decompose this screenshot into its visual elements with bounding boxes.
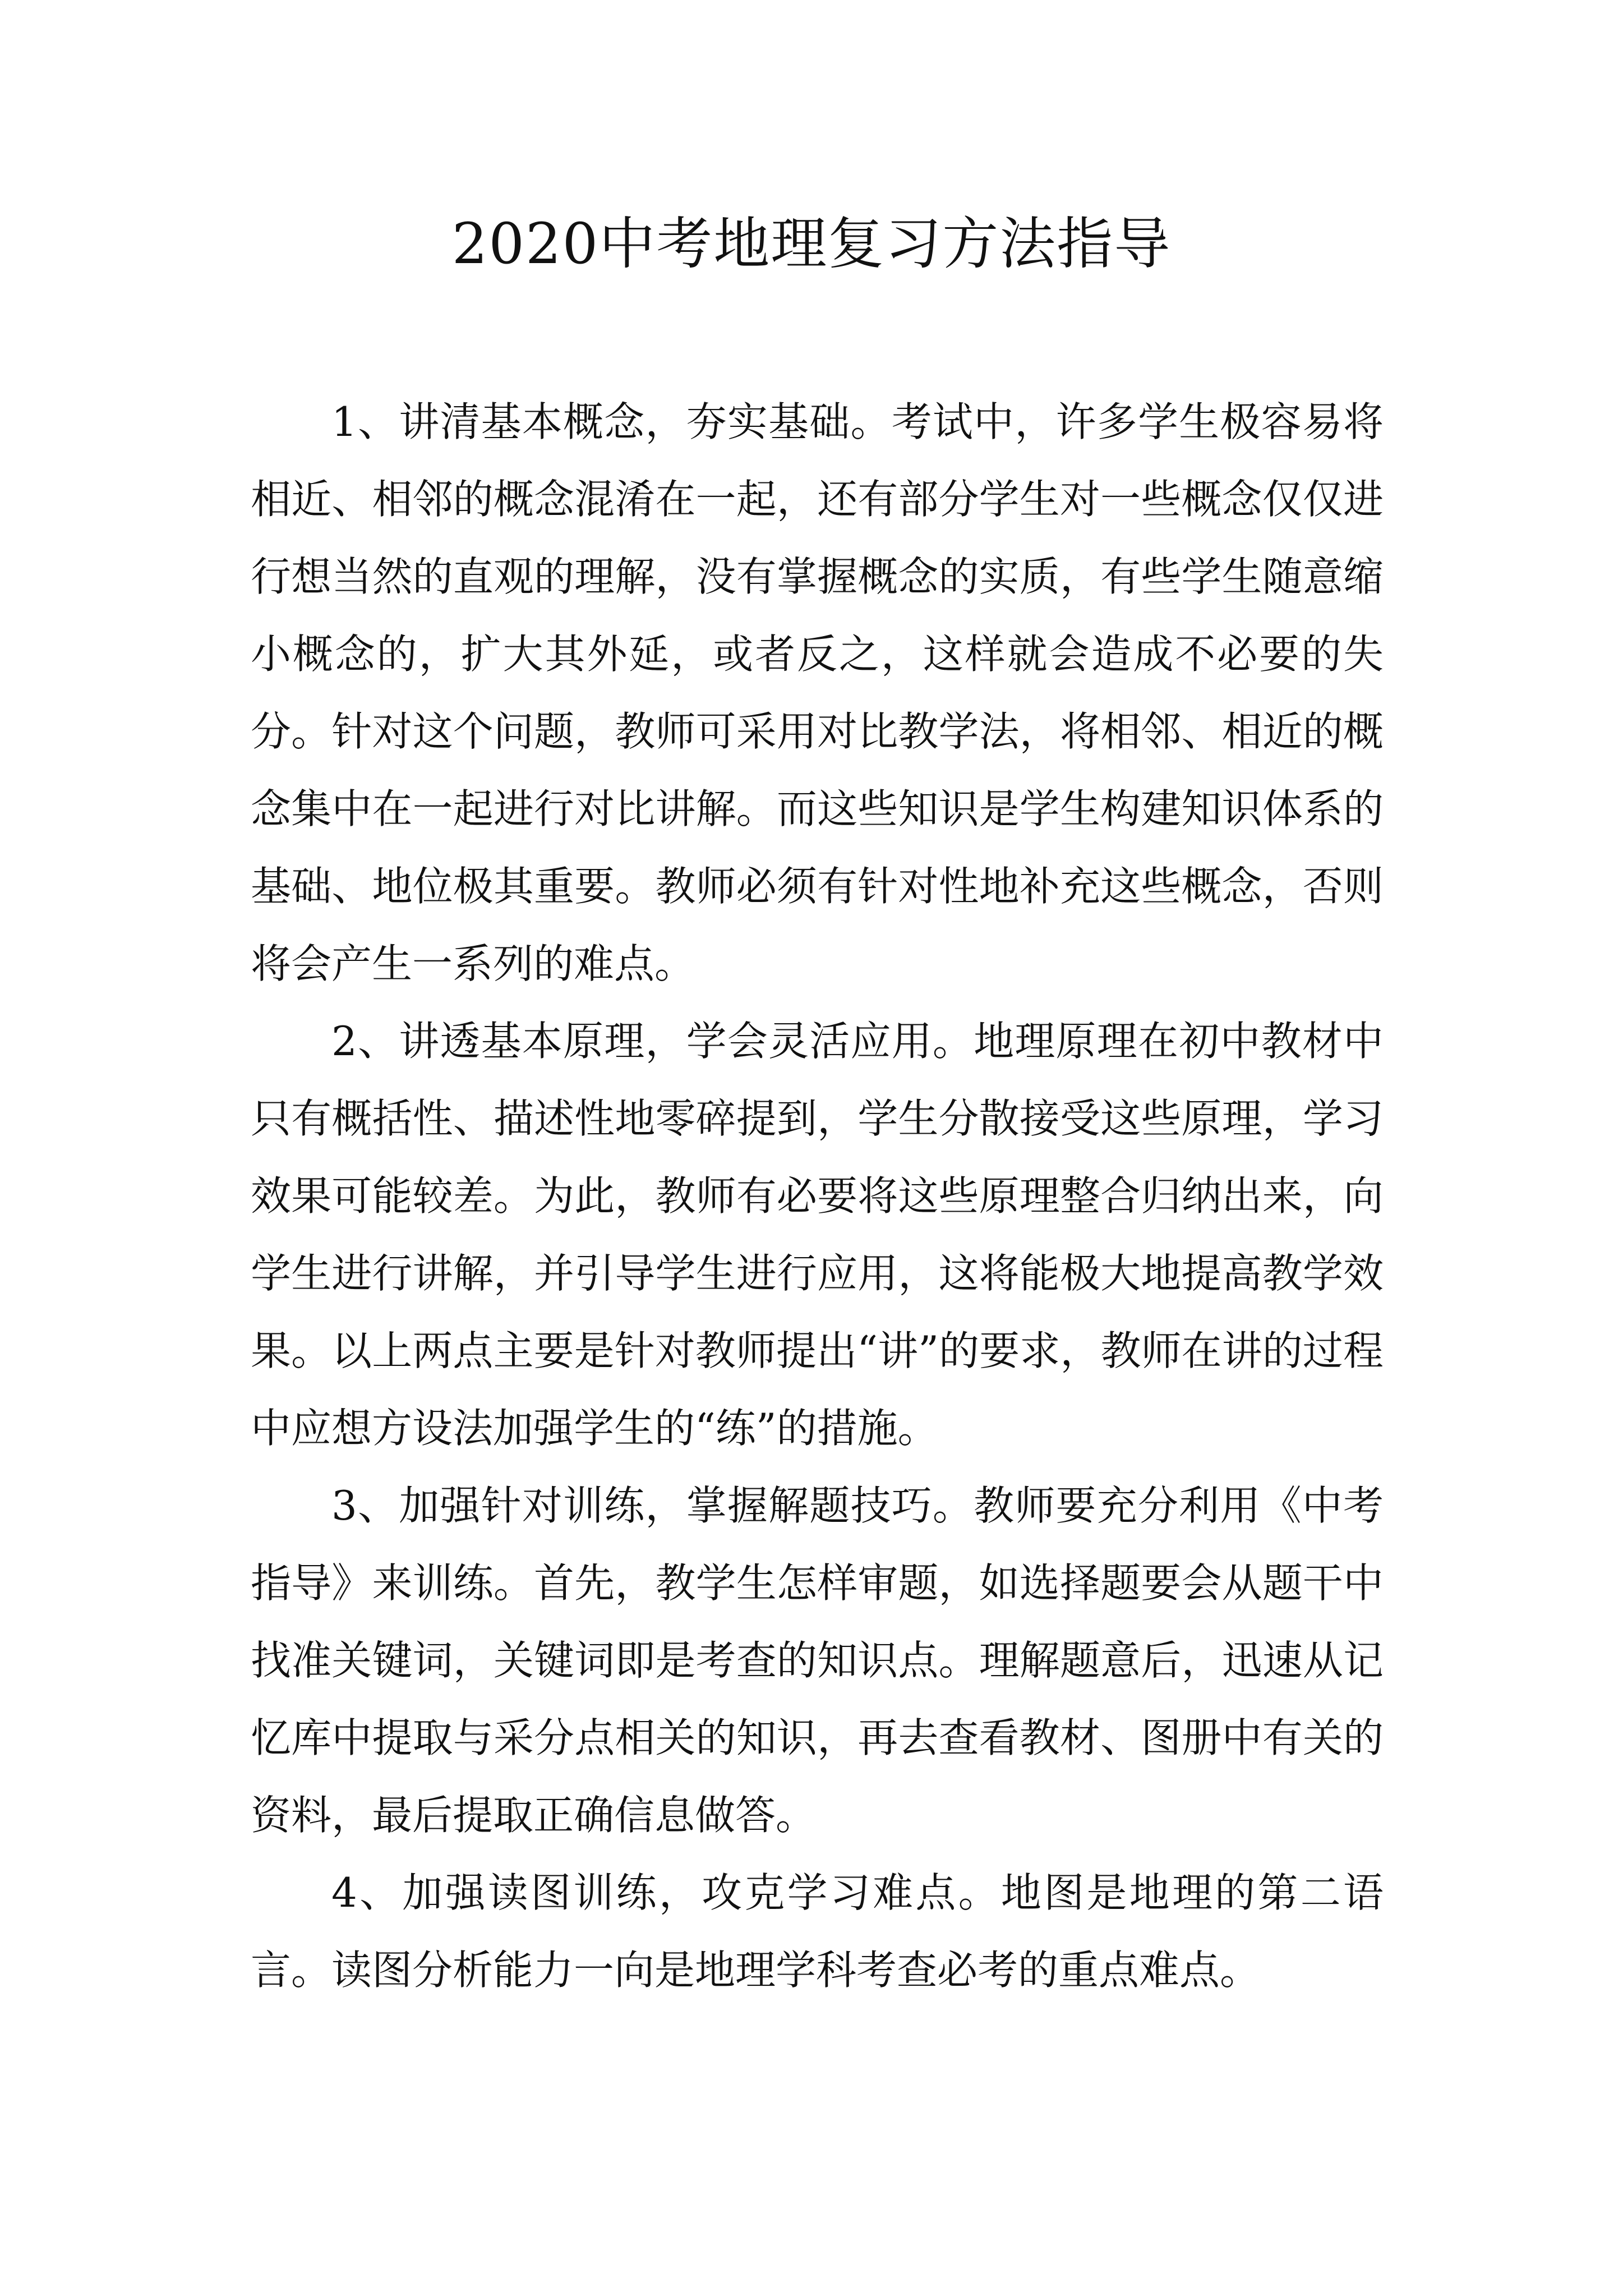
document-title: 2020中考地理复习方法指导: [451, 211, 1172, 277]
paragraph-4: 4、加强读图训练，攻克学习难点。地图是地理的第二语言。读图分析能力一向是地理学科考查必考的重点难点。: [251, 1869, 1384, 1994]
paragraph-3: 3、加强针对训练，掌握解题技巧。教师要充分利用《中考指导》来训练。首先，教学生怎样审题，如选择题要会从题干中找准关键词，关键词即是考查的知识点。理解题意后，迅速从记忆库中提取与采分点相关的知识，再去查看教材、图册中有关的资料，最后提取正确信息做答。: [251, 1482, 1384, 1839]
document-body: [251, 383, 1384, 2009]
paragraph-1: 1、讲清基本概念，夯实基础。考试中，许多学生极容易将相近、相邻的概念混淆在一起，还有部分学生对一些概念仅仅进行想当然的直观的理解，没有掌握概念的实质，有些学生随意缩小概念的，扩大其外延，或者反之，这样就会造成不必要的失分。针对这个问题，教师可采用对比教学法，将相邻、相近的概念集中在一起进行对比讲解。而这些知识是学生构建知识体系的基础、地位极其重要。教师必须有针对性地补充这些概念，否则将会产生一系列的难点。: [251, 398, 1384, 987]
paragraph-2: 2、讲透基本原理，学会灵活应用。地理原理在初中教材中只有概括性、描述性地零碎提到，学生分散接受这些原理，学习效果可能较差。为此，教师有必要将这些原理整合归纳出来，向学生进行讲解，并引导学生进行应用，这将能极大地提高教学效果。以上两点主要是针对教师提出“讲”的要求，教师在讲的过程中应想方设法加强学生的“练”的措施。: [251, 1018, 1384, 1452]
